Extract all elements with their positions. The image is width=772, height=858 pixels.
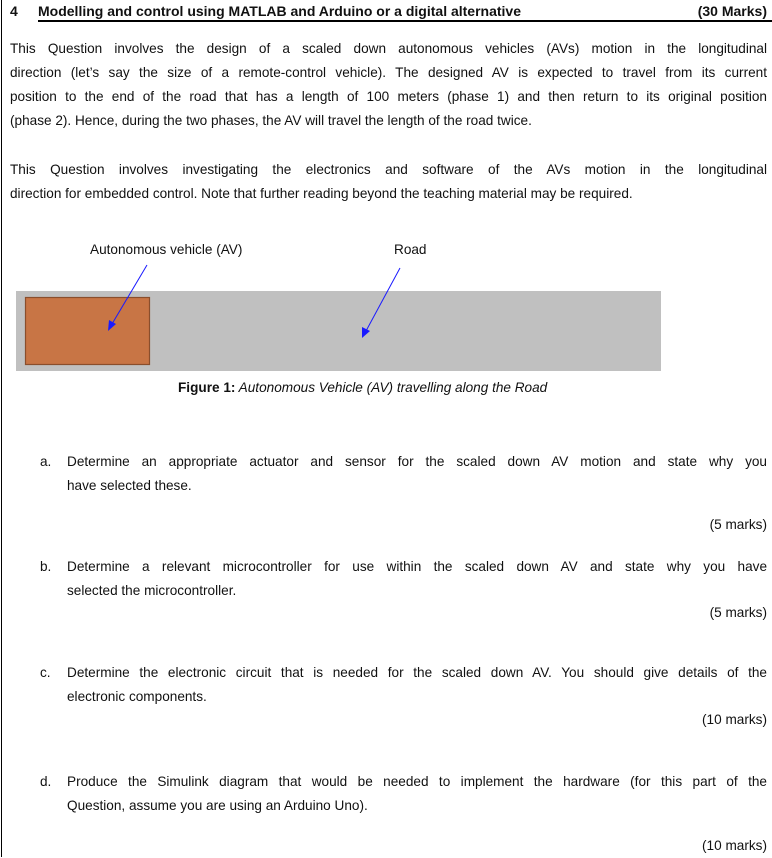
caption-prefix: Figure 1: bbox=[178, 380, 236, 395]
text-line: Produce the Simulink diagram that would be needed to implement the hardware (for this part of the bbox=[67, 774, 767, 789]
text-line: selected the microcontroller. bbox=[67, 583, 237, 598]
vehicle-rect bbox=[26, 298, 150, 365]
text-line: direction for embedded control. Note that further reading beyond the teaching material may be required. bbox=[10, 186, 633, 201]
question-letter: c. bbox=[40, 665, 51, 680]
question-a-marks: (5 marks) bbox=[709, 517, 767, 532]
text-line: position to the end of the road that has a length of 100 meters (phase 1) and then return to its original position bbox=[10, 89, 767, 104]
question-title: Modelling and control using MATLAB and Arduino or a digital alternative bbox=[38, 3, 522, 19]
text-line: This Question involves the design of a scaled down autonomous vehicles (AVs) motion in the longitudinal bbox=[10, 41, 767, 56]
figure-label-road: Road bbox=[394, 242, 427, 257]
question-b-marks: (5 marks) bbox=[709, 605, 767, 620]
figure-diagram bbox=[0, 0, 772, 400]
text-line: Determine the electronic circuit that is needed for the scaled down AV. You should give details of the bbox=[67, 665, 767, 680]
text-line: This Question involves investigating the electronics and software of the AVs motion in the longitudinal bbox=[10, 162, 767, 177]
text-line: Question, assume you are using an Arduino Uno). bbox=[67, 798, 368, 813]
text-line: direction (let’s say the size of a remote-control vehicle). The designed AV is expected to travel from its current bbox=[10, 65, 767, 80]
text-line: electronic components. bbox=[67, 689, 207, 704]
text-line: Determine a relevant microcontroller for use within the scaled down AV and state why you have bbox=[67, 559, 767, 574]
question-number: 4 bbox=[10, 3, 18, 19]
question-letter: d. bbox=[40, 774, 52, 789]
total-marks: (30 Marks) bbox=[697, 3, 767, 19]
figure-caption bbox=[178, 380, 547, 395]
caption-text: Autonomous Vehicle (AV) travelling along the Road bbox=[235, 380, 548, 395]
question-letter: a. bbox=[40, 454, 52, 469]
figure-label-vehicle: Autonomous vehicle (AV) bbox=[90, 242, 243, 257]
question-d-marks: (10 marks) bbox=[702, 838, 767, 853]
question-c-marks: (10 marks) bbox=[702, 712, 767, 727]
question-letter: b. bbox=[40, 559, 52, 574]
text-line: Determine an appropriate actuator and sensor for the scaled down AV motion and state why you bbox=[67, 454, 767, 469]
text-line: (phase 2). Hence, during the two phases, the AV will travel the length of the road twice. bbox=[10, 113, 532, 128]
text-line: have selected these. bbox=[67, 478, 192, 493]
